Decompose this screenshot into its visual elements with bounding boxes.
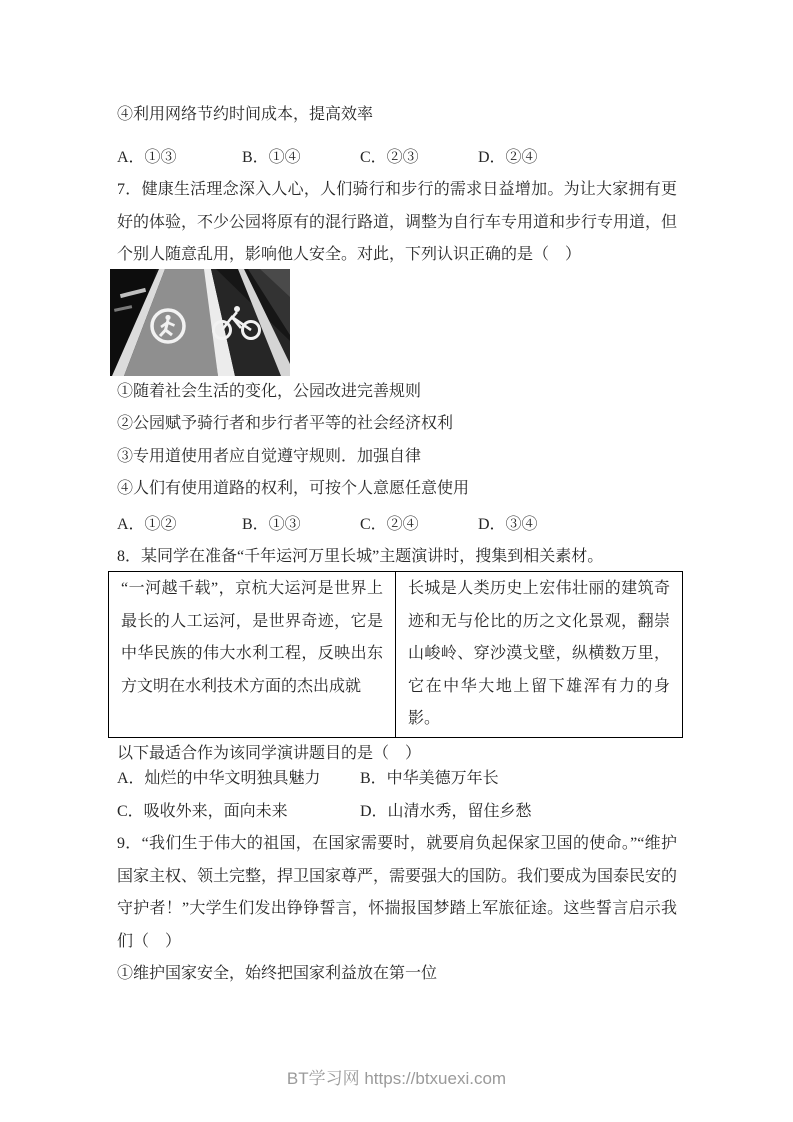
q8-options-row-2 [117,796,677,829]
q7-option-c: C．②④ [360,515,419,533]
q9-stem: 9．“我们生于伟大的祖国，在国家需要时，就要肩负起保家卫国的使命。”“维护国家主权、领土完整，捍卫国家尊严，需要强大的国防。我们要成为国泰民安的守护者！”大学生们发出铮铮誓言，怀揣报国梦踏上军旅征途。这些誓言启示我们（ ） [117,835,678,950]
q8-table-cell-greatwall: 长城是人类历史上宏伟壮丽的建筑奇迹和无与伦比的历之文化景观，翻崇山峻岭、穿沙漠戈壁，纵横数万里，它在中华大地上留下雄浑有力的身影。 [396,572,683,738]
q6-option-c: C．②③ [360,148,419,166]
q7-stem: 7．健康生活理念深入人心，人们骑行和步行的需求日益增加。为让大家拥有更好的体验，不少公园将原有的混行路道，调整为自行车专用道和步行专用道，但个别人随意乱用，影响他人安全。对此，下列认识正确的是（ ） [117,181,678,263]
q8-option-d: D．山清水秀，留住乡愁 [360,802,532,820]
q7-item-3: ③专用道使用者应自觉遵守规则．加强自律 [117,447,422,465]
q7-item-4: ④人们有使用道路的权利，可按个人意愿任意使用 [117,480,470,497]
q7-option-b: B．①③ [242,515,301,533]
q8-prompt: 以下最适合作为该同学演讲题目的是（ ） [117,744,422,762]
footer-site-link[interactable]: BT学习网 https://btxuexi.com [286,1069,507,1088]
q7-item-2: ②公园赋予骑行者和步行者平等的社会经济权利 [117,415,454,432]
exam-content [117,99,677,991]
q6-option-b: B．①④ [242,148,301,166]
q8-stem: 8．某同学在准备“千年运河万里长城”主题演讲时，搜集到相关素材。 [117,548,604,565]
bike-lane-photo [110,269,290,376]
q6-option-d: D．②④ [478,148,538,166]
q7-options-row [117,509,677,542]
q8-options-row-1 [117,763,677,796]
q8-material-table [108,571,683,738]
q7-option-a: A．①② [117,515,177,533]
q6-option-a: A．①③ [117,148,177,166]
q8-option-a: A．灿烂的中华文明独具魅力 [117,770,321,787]
q6-options-row [117,142,677,175]
q6-item-4: ④利用网络节约时间成本，提高效率 [117,106,374,123]
q7-item-1: ①随着社会生活的变化，公园改进完善规则 [117,382,422,400]
q8-option-c: C．吸收外来，面向未来 [117,802,288,820]
q7-option-d: D．③④ [478,515,538,533]
q8-option-b: B．中华美德万年长 [360,770,499,787]
table-row [109,572,683,738]
q9-item-1: ①维护国家安全，始终把国家利益放在第一位 [117,965,438,982]
q8-table-cell-canal: “一河越千载”，京杭大运河是世界上最长的人工运河，是世界奇迹，它是中华民族的伟大水利工程，反映出东方文明在水利技术方面的杰出成就 [109,572,396,738]
